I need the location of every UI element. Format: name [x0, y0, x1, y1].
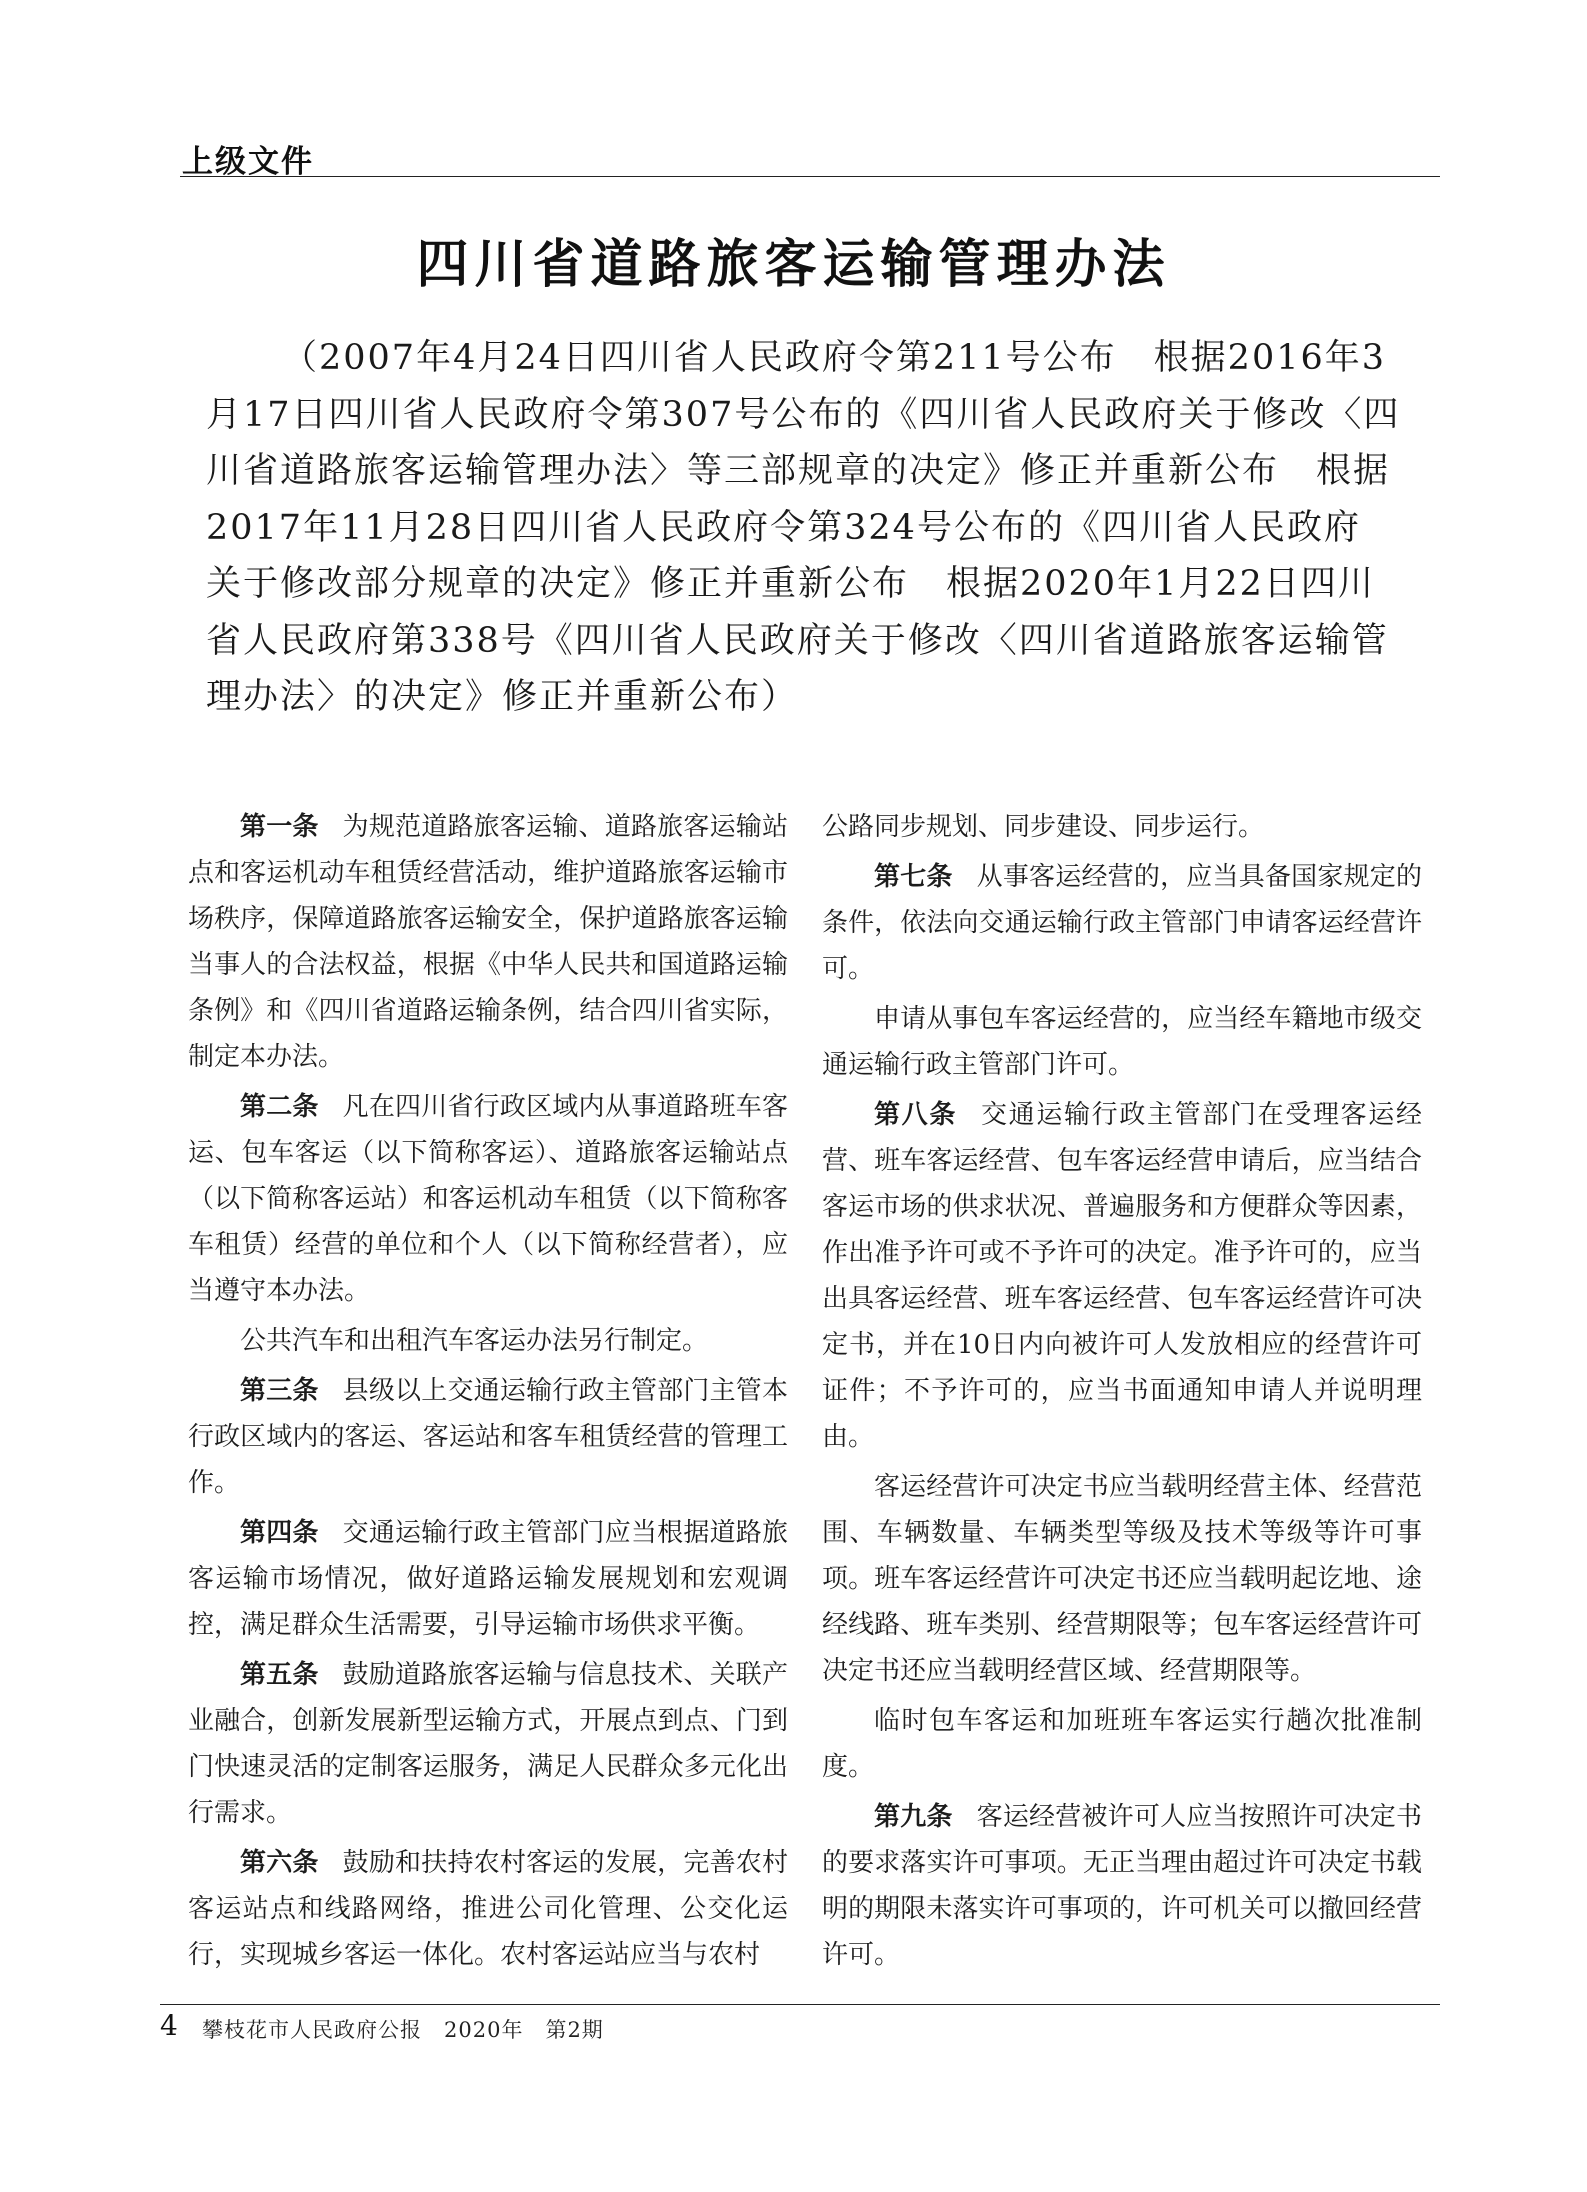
preamble-line: 理办法〉的决定》修正并重新公布） [206, 677, 799, 717]
article-4 [188, 1510, 788, 1648]
article-text: 交通运输行政主管部门在受理客运经营、班车客运经营、包车客运经营申请后，应当结合客运市场的供求状况、普遍服务和方便群众等因素，作出准予许可或不予许可的决定。准予许可的，应当出具客运经营、班车客运经营、包车客运经营许可决定书，并在10日内向被许可人发放相应的经营许可证件；不予许可的，应当书面通知申请人并说明理由。 [822, 1100, 1422, 1452]
left-column [188, 804, 788, 1982]
article-label: 第一条 [240, 812, 319, 842]
article-label: 第五条 [240, 1660, 319, 1690]
article-9 [822, 1794, 1422, 1978]
article-1 [188, 804, 788, 1080]
article-label: 第四条 [240, 1518, 319, 1548]
article-7-paragraph: 申请从事包车客运经营的，应当经车籍地市级交通运输行政主管部门许可。 [822, 1004, 1422, 1080]
article-text: 交通运输行政主管部门应当根据道路旅客运输市场情况，做好道路运输发展规划和宏观调控，满足群众生活需要，引导运输市场供求平衡。 [188, 1518, 788, 1640]
article-label: 第六条 [240, 1848, 319, 1878]
preamble-line: （2007年4月24日四川省人民政府令第211号公布 根据2016年3 [282, 338, 1387, 378]
section-label: 上级文件 [182, 144, 314, 180]
article-2-paragraph: 公共汽车和出租汽车客运办法另行制定。 [240, 1326, 709, 1356]
section-header [180, 134, 1440, 180]
article-text: 鼓励道路旅客运输与信息技术、关联产业融合，创新发展新型运输方式，开展点到点、门到门快速灵活的定制客运服务，满足人民群众多元化出行需求。 [188, 1660, 788, 1828]
article-text: 从事客运经营的，应当具备国家规定的条件，依法向交通运输行政主管部门申请客运经营许可。 [822, 862, 1422, 984]
article-label: 第八条 [874, 1100, 957, 1130]
article-label: 第二条 [240, 1092, 319, 1122]
preamble [206, 330, 1401, 726]
preamble-line: 关于修改部分规章的决定》修正并重新公布 根据2020年1月22日四川 [206, 564, 1375, 604]
article-text: 为规范道路旅客运输、道路旅客运输站点和客运机动车租赁经营活动，维护道路旅客运输市场秩序，保障道路旅客运输安全，保护道路旅客运输当事人的合法权益，根据《中华人民共和国道路运输条例》和《四川省道路运输条例，结合四川省实际，制定本办法。 [188, 812, 788, 1072]
article-text: 客运经营被许可人应当按照许可决定书的要求落实许可事项。无正当理由超过许可决定书载明的期限未落实许可事项的，许可机关可以撤回经营许可。 [822, 1802, 1422, 1970]
article-3 [188, 1368, 788, 1506]
right-column [822, 804, 1422, 1982]
publication-info: 攀枝花市人民政府公报 2020年 第2期 [202, 2018, 604, 2042]
article-8-paragraph: 临时包车客运和加班班车客运实行趟次批准制度。 [822, 1706, 1422, 1782]
preamble-line: 2017年11月28日四川省人民政府令第324号公布的《四川省人民政府 [206, 507, 1361, 548]
document-title: 四川省道路旅客运输管理办法 [416, 235, 1171, 295]
article-7 [822, 854, 1422, 992]
article-label: 第三条 [240, 1376, 319, 1406]
article-label: 第七条 [874, 862, 953, 892]
article-6 [188, 1840, 788, 1978]
preamble-line: 月17日四川省人民政府令第307号公布的《四川省人民政府关于修改〈四 [206, 394, 1401, 435]
article-text: 鼓励和扶持农村客运的发展，完善农村客运站点和线路网络，推进公司化管理、公交化运行，实现城乡客运一体化。农村客运站应当与农村 [188, 1848, 788, 1970]
preamble-line: 川省道路旅客运输管理办法〉等三部规章的决定》修正并重新公布 根据 [206, 451, 1391, 491]
article-text: 凡在四川省行政区域内从事道路班车客运、包车客运（以下简称客运）、道路旅客运输站点（以下简称客运站）和客运机动车租赁（以下简称客车租赁）经营的单位和个人（以下简称经营者），应当遵守本办法。 [188, 1092, 788, 1306]
preamble-line: 省人民政府第338号《四川省人民政府关于修改〈四川省道路旅客运输管 [206, 620, 1389, 661]
article-2 [188, 1084, 788, 1314]
article-8-paragraph: 客运经营许可决定书应当载明经营主体、经营范围、车辆数量、车辆类型等级及技术等级等许可事项。班车客运经营许可决定书还应当载明起讫地、途经线路、班车类别、经营期限等；包车客运经营许可决定书还应当载明经营区域、经营期限等。 [822, 1472, 1422, 1686]
page-number: 4 [160, 2009, 178, 2042]
article-text: 县级以上交通运输行政主管部门主管本行政区域内的客运、客运站和客车租赁经营的管理工作。 [188, 1376, 788, 1498]
article-8 [822, 1092, 1422, 1460]
article-5 [188, 1652, 788, 1836]
article-6-continuation: 公路同步规划、同步建设、同步运行。 [822, 812, 1265, 842]
article-label: 第九条 [874, 1802, 953, 1832]
page-footer [160, 2004, 1440, 2045]
